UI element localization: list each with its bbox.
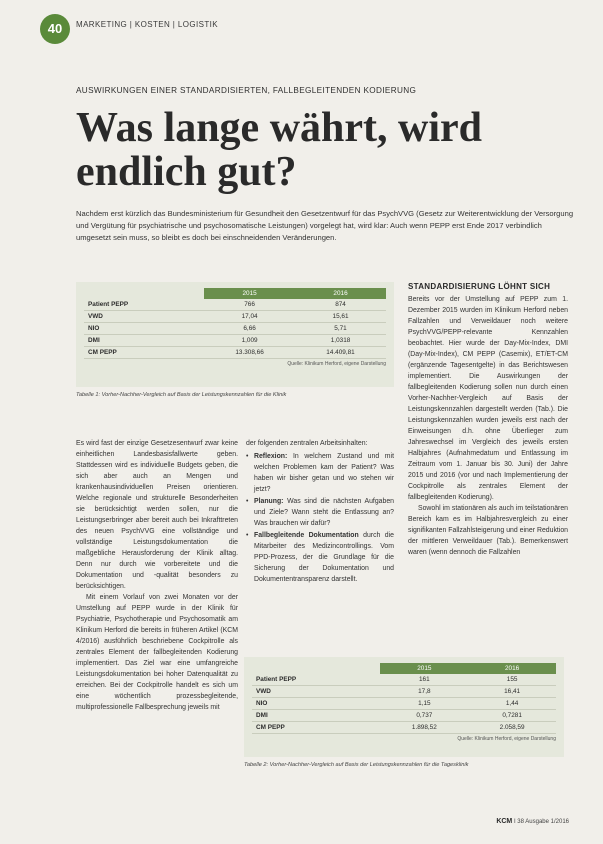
table-cell: 1,15 bbox=[380, 698, 468, 710]
row-label: VWD bbox=[84, 311, 204, 323]
table-1-source: Quelle: Klinikum Herford, eigene Darstellung bbox=[287, 361, 386, 367]
table-1-header-cell bbox=[84, 288, 204, 299]
table-cell: 16,41 bbox=[468, 686, 556, 698]
bullet-list bbox=[246, 451, 394, 585]
table-cell: 1.898,52 bbox=[380, 722, 468, 734]
body-column-right bbox=[408, 281, 568, 558]
body-paragraph: Bereits vor der Umstellung auf PEPP zum 1. Dezember 2015 wurden im Klinikum Herford neben Fallzahlen und Verweildauer noch weitere PsychVVG/PEPP-relevante Kennzahlen beobachtet. Hier wurde der Day-Mix-Index, DMI (Day-Mix-Index), CM PEPP (Casemix), ET/ET-CM (ergänzende Tagesentgelte) in das Berichtswesen implementiert. Die Auswirkungen der fallbegleitenden Kodierung sollen nun durch einen Vorher-Nachher-Vergleich auf Basis der Leistungskennzahlen dargestellt werden (Tab.). Die Leistungskennzahlen wurden jeweils erst nach der Einweisungen d.h. ohne Überlieger zum Jahreswechsel im Vergleich des jeweils ersten Halbjahres (Aufnahmedatum und Entlassung im Zeitraum vom 1. Januar bis 30. Juni) der Jahre 2015 und 2016 (vor und nach Implementierung der Cockpitrolle als zentrales Element der fallbegleitenden Kodierung). bbox=[408, 296, 568, 501]
body-column-middle bbox=[246, 438, 394, 586]
bullet-title: Planung: bbox=[254, 498, 284, 505]
page-number-badge: 40 bbox=[40, 14, 70, 44]
table-cell: 13.308,66 bbox=[204, 347, 295, 359]
table-row bbox=[84, 335, 386, 347]
row-label: CM PEPP bbox=[252, 722, 380, 734]
body-column-left bbox=[76, 438, 238, 713]
table-cell: 6,66 bbox=[204, 323, 295, 335]
table-cell: 161 bbox=[380, 674, 468, 686]
article-lead: Nachdem erst kürzlich das Bundesministerium für Gesundheit den Gesetzentwurf für das PsychVVG (Gesetz zur Weiterentwicklung der Versorgung und Vergütung für psychiatrische und psychosomatische Leistungen) vorgelegt hat, wird klar: Auch wenn PEPP erst Ende 2017 verbindlich umgesetzt sein muss, so bleibt es doch bei einschneidenden Veränderungen. bbox=[76, 209, 574, 242]
table-row bbox=[252, 710, 556, 722]
body-paragraph: Es wird fast der einzige Gesetzesentwurf zwar keine einheitlichen Landesbasisfallwerte geben. Stattdessen wird es individuelle Budgets geben, die sich aber auch an Mengen und krankenhausindividuellen Preisen orientieren. Welche regionale und strukturelle Besonderheiten sie berücksichtigt werden sollen, nur die Leistungserbringer aber bereit auch bei Inkrafttreten des neuen PsychVVG eine vollständige und vollständige Leistungsdokumentation die maßgebliche Herausforderung der Klinik alltag. Denn nur durch wie vorbereitete und die Dokumentation und -qualität besonders zu berücksichtigen. bbox=[76, 440, 238, 590]
table-cell: 1,44 bbox=[468, 698, 556, 710]
table-cell: 0,7281 bbox=[468, 710, 556, 722]
magazine-name: KCM bbox=[496, 818, 513, 825]
bullet-title: Fallbegleitende Dokumentation bbox=[254, 532, 359, 539]
table-2-header-cell: 2015 bbox=[380, 663, 468, 674]
table-row bbox=[252, 686, 556, 698]
table-row bbox=[252, 722, 556, 734]
article-kicker: AUSWIRKUNGEN EINER STANDARDISIERTEN, FALLBEGLEITENDEN KODIERUNG bbox=[76, 86, 417, 95]
table-cell: 15,61 bbox=[295, 311, 386, 323]
table-2-header-cell: 2016 bbox=[468, 663, 556, 674]
table-cell: 1,0318 bbox=[295, 335, 386, 347]
row-label: CM PEPP bbox=[84, 347, 204, 359]
table-row bbox=[84, 311, 386, 323]
list-item bbox=[246, 496, 394, 529]
table-1-header-cell: 2016 bbox=[295, 288, 386, 299]
page-footer bbox=[496, 818, 569, 825]
bullet-text: In welchem Zustand und mit welchen Problemen kam der Patient? Was haben wir bisher getan und wo stehen wir jetzt? bbox=[254, 453, 394, 493]
body-paragraph: Mit einem Vorlauf von zwei Monaten vor der Umstellung auf PEPP wurde in der Klinik für Psychiatrie, Psychotherapie und Psychosomatik am Klinikum Herford die bereits in früheren Artikel (KCM 4/2016) ausführlich beschriebene Cockpitrolle als zentrales Element der fallbegleitenden Kodierung implementiert. Das Ziel war eine umfangreiche Leistungsdokumentation bei hoher Datenqualität zu erreichen. Bei der Cockpitrolle handelt es sich um eine wöchentlich prozessbegleitende, multiprofessionelle Fallbesprechung jeweils mit bbox=[76, 594, 238, 711]
table-cell: 1,009 bbox=[204, 335, 295, 347]
row-label: Patient PEPP bbox=[84, 299, 204, 311]
article-headline: Was lange währt, wird endlich gut? bbox=[76, 105, 483, 195]
table-2-caption: Tabelle 2: Vorher-Nachher-Vergleich auf Basis der Leistungskennzahlen für die Tagesklinik bbox=[244, 762, 469, 768]
table-row bbox=[84, 299, 386, 311]
issue-label: I 38 Ausgabe 1/2016 bbox=[513, 819, 569, 825]
list-item bbox=[246, 530, 394, 585]
row-label: Patient PEPP bbox=[252, 674, 380, 686]
table-cell: 17,8 bbox=[380, 686, 468, 698]
table-2 bbox=[244, 657, 564, 757]
table-2-grid bbox=[252, 663, 556, 734]
section-label: MARKETING | KOSTEN | LOGISTIK bbox=[76, 20, 218, 29]
bullet-text: durch die Mitarbeiter des Medizincontrollings. Vom PPD-Prozess, der die Grundlage für die Sicherung der Dokumentation und Dokumententransparenz darstellt. bbox=[254, 532, 394, 583]
body-paragraph: der folgenden zentralen Arbeitsinhalten: bbox=[246, 440, 368, 447]
bullet-title: Reflexion: bbox=[254, 453, 288, 460]
table-1-header-row bbox=[84, 288, 386, 299]
table-cell: 17,04 bbox=[204, 311, 295, 323]
table-1 bbox=[76, 282, 394, 387]
table-cell: 155 bbox=[468, 674, 556, 686]
row-label: VWD bbox=[252, 686, 380, 698]
row-label: NIO bbox=[84, 323, 204, 335]
table-2-source: Quelle: Klinikum Herford, eigene Darstellung bbox=[457, 736, 556, 742]
table-1-caption: Tabelle 1: Vorher-Nachher-Vergleich auf Basis der Leistungskennzahlen für die Klinik bbox=[76, 392, 287, 398]
table-1-grid bbox=[84, 288, 386, 359]
table-1-header-cell: 2015 bbox=[204, 288, 295, 299]
table-cell: 0,737 bbox=[380, 710, 468, 722]
table-cell: 5,71 bbox=[295, 323, 386, 335]
list-item bbox=[246, 451, 394, 495]
table-cell: 874 bbox=[295, 299, 386, 311]
table-cell: 2.058,59 bbox=[468, 722, 556, 734]
row-label: DMI bbox=[84, 335, 204, 347]
table-row bbox=[252, 674, 556, 686]
table-row bbox=[84, 323, 386, 335]
table-cell: 14.409,81 bbox=[295, 347, 386, 359]
row-label: DMI bbox=[252, 710, 380, 722]
table-2-header-cell bbox=[252, 663, 380, 674]
table-row bbox=[84, 347, 386, 359]
table-row bbox=[252, 698, 556, 710]
body-paragraph: Sowohl im stationären als auch im teilstationären Bereich kam es im Halbjahresvergleich zu einer signifikanten Fallzahlsteigerung und einer Reduktion der mittleren Verweildauer (Tab.). Bemerkenswert waren (wenn dennoch die Fallzahlen bbox=[408, 505, 568, 556]
row-label: NIO bbox=[252, 698, 380, 710]
table-cell: 766 bbox=[204, 299, 295, 311]
table-2-header-row bbox=[252, 663, 556, 674]
section-heading: STANDARDISIERUNG LÖHNT SICH bbox=[408, 282, 551, 291]
bullet-text: Was sind die nächsten Aufgaben und Ziele? Wann steht die Entlassung an? Was brauchen wir dafür? bbox=[254, 498, 395, 527]
